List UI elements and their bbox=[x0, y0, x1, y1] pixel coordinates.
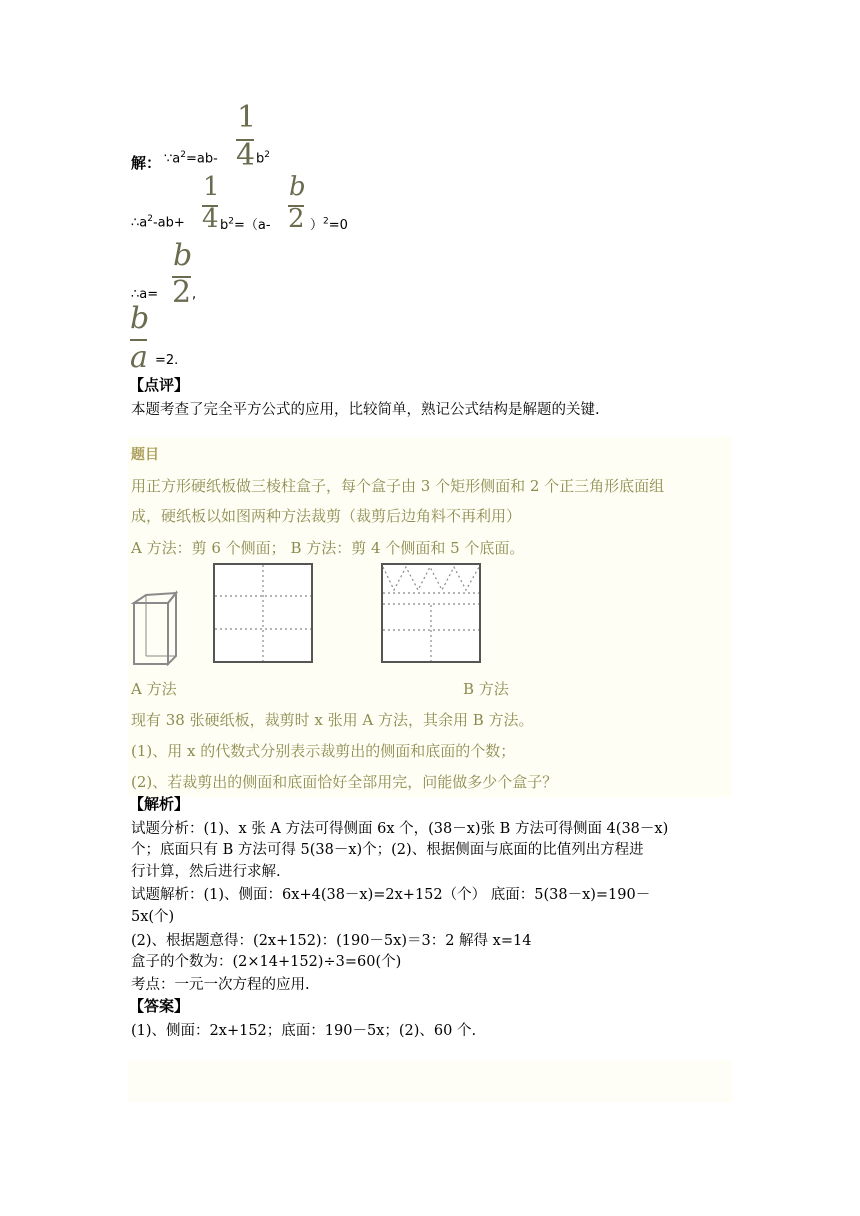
figure-label-a: A 方法 bbox=[131, 680, 177, 698]
fraction-denominator: 2 bbox=[172, 275, 192, 310]
question-line: (1)、用 x 的代数式分别表示裁剪出的侧面和底面的个数； bbox=[131, 742, 516, 760]
analysis-line: 行计算，然后进行求解. bbox=[131, 864, 281, 880]
formula-text: ）$^2$=0 bbox=[310, 216, 348, 233]
answer-text: (1)、侧面：2x+152；底面：190－5x；(2)、60 个. bbox=[131, 1023, 477, 1039]
analysis-line: 盒子的个数为：(2×14+152)÷3=60(个) bbox=[131, 954, 402, 970]
figure-label-b: B 方法 bbox=[463, 680, 509, 698]
fraction-numerator: 1 bbox=[237, 100, 257, 135]
fraction-numerator: b bbox=[130, 301, 150, 336]
question-line: A 方法：剪 6 个侧面； B 方法：剪 4 个侧面和 5 个底面。 bbox=[131, 539, 525, 557]
fraction-numerator: b bbox=[173, 238, 193, 273]
method-a-board bbox=[214, 564, 312, 662]
fraction-denominator: a bbox=[130, 340, 148, 372]
question-line: 成，硬纸板以如图两种方法裁剪（裁剪后边角料不再利用） bbox=[131, 507, 522, 525]
formula-text: =2. bbox=[155, 353, 179, 368]
review-heading: 【点评】 bbox=[129, 376, 190, 394]
analysis-line: 试题解析：(1)、侧面：6x+4(38－x)=2x+152（个） 底面：5(38－x)=190－ bbox=[131, 887, 651, 903]
analysis-heading: 【解析】 bbox=[129, 795, 190, 813]
fraction-numerator: 1 bbox=[203, 172, 220, 202]
analysis-line: 个；底面只有 B 方法可得 5(38－x)个；(2)、根据侧面与底面的比值列出方程进 bbox=[131, 842, 644, 858]
blank-box bbox=[128, 1060, 732, 1102]
review-text: 本题考查了完全平方公式的应用，比较简单，熟记公式结构是解题的关键. bbox=[131, 402, 600, 418]
formula-text: , bbox=[192, 287, 197, 302]
solution-label: 解： bbox=[131, 154, 162, 172]
formula-text: $b^2=(a-$ bbox=[220, 216, 271, 233]
question-line: 现有 38 张硬纸板，裁剪时 x 张用 A 方法，其余用 B 方法。 bbox=[131, 711, 534, 729]
prism-box-figure bbox=[134, 593, 176, 664]
analysis-line: 试题分析：(1)、x 张 A 方法可得侧面 6x 个，(38－x)张 B 方法可得侧面 4(38－x) bbox=[131, 821, 669, 837]
formula-text: $\therefore a^2-ab+$ bbox=[131, 214, 185, 231]
formula-text: $b^2$ bbox=[256, 150, 270, 167]
fraction-numerator: b bbox=[289, 172, 306, 202]
analysis-line: 5x(个) bbox=[131, 909, 175, 925]
formula-text: $\because a^2=ab-$ bbox=[164, 150, 218, 167]
method-b-board bbox=[382, 564, 480, 662]
question-line: 用正方形硬纸板做三棱柱盒子，每个盒子由 3 个矩形侧面和 2 个正三角形底面组 bbox=[131, 477, 665, 495]
analysis-line: (2)、根据题意得：(2x+152)：(190－5x)＝3：2 解得 x=14 bbox=[131, 933, 532, 949]
fraction-denominator: 4 bbox=[202, 204, 219, 234]
solution-line-4 bbox=[0, 0, 860, 372]
cutting-diagram bbox=[128, 560, 508, 670]
formula-text: ∴a= bbox=[131, 287, 159, 302]
answer-heading: 【答案】 bbox=[129, 997, 190, 1015]
analysis-line: 考点：一元一次方程的应用. bbox=[131, 977, 310, 993]
question-title: 题目 bbox=[131, 447, 159, 463]
fraction-denominator: 4 bbox=[236, 138, 256, 173]
fraction-denominator: 2 bbox=[288, 204, 305, 234]
question-line: (2)、若裁剪出的侧面和底面恰好全部用完，问能做多少个盒子？ bbox=[131, 773, 558, 791]
